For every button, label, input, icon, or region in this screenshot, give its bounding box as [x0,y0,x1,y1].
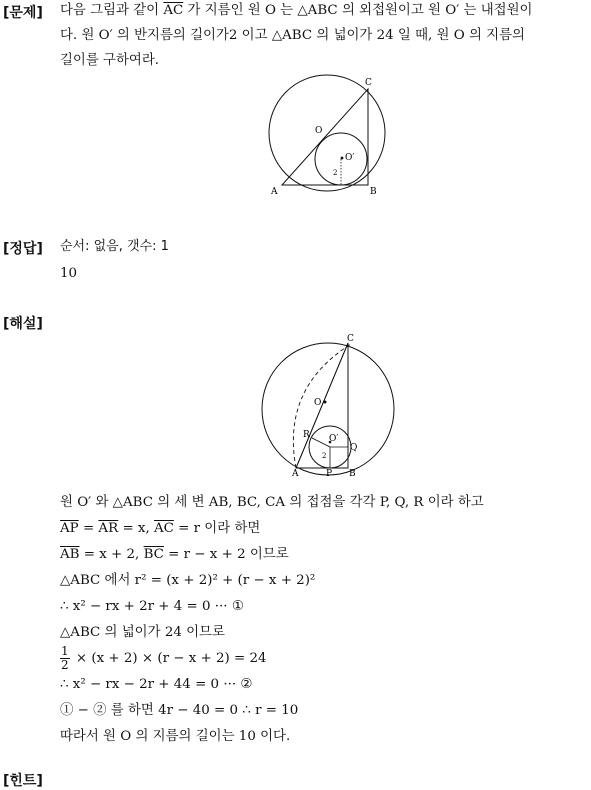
sol-label-c: C [347,334,354,344]
hint-tag: [힌트] [3,773,43,789]
sol-label-radius: 2 [322,452,327,460]
center-o2-dot [341,157,344,160]
sol-label-q: Q [350,443,358,453]
sol-label-a: A [292,469,299,476]
solution-line-1: 원 O′ 와 △ABC 의 세 변 AB, BC, CA 의 접점을 각각 P, Q, R 이라 하고 [60,495,484,510]
solution-line-10: 따라서 원 O 의 지름의 길이는 10 이다. [60,729,291,744]
problem-line-3: 길이를 구하여라. [60,53,160,68]
sol-label-r: R [303,430,310,440]
sol-circumcircle-o [262,343,394,475]
answer-value: 10 [60,266,78,281]
label-b: B [370,187,377,197]
sol-label-p: P [326,469,333,476]
problem-figure [255,72,405,204]
answer-order: 순서: 없음, 갯수: 1 [60,239,169,254]
solution-tag: [해설] [3,316,43,332]
problem-line-1: 다음 그림과 같이 $\overline{AC}$ 가 지름인 원 O 는 △ABC 의 외접원이고 원 O′ 는 내접원이 [60,3,533,18]
sol-diameter [296,343,348,468]
problem-tag: [문제] [3,5,43,21]
label-c: C [365,78,372,88]
sol-center-o-dot [324,401,327,404]
sol-label-b: B [349,469,356,476]
solution-line-8: ∴ x² − rx − 2r + 44 = 0 ··· ② [60,677,253,692]
solution-line-6: △ABC 의 넓이가 24 이므로 [60,625,225,640]
solution-line-2: $\overline{AP} = \overline{AR} = x$, $\overline{AC} = r$ 이라 하면 [60,521,261,536]
solution-line-9: ① − ② 를 하면 4r − 40 = 0 ∴ r = 10 [60,703,299,718]
solution-line-4: △ABC 에서 r² = (x + 2)² + (r − x + 2)² [60,573,316,588]
label-o2: O′ [345,153,355,163]
label-a: A [271,187,278,197]
solution-line-5: ∴ x² − rx + 2r + 4 = 0 ··· ① [60,599,244,614]
problem-line-2: 다. 원 O′ 의 반지름의 길이가2 이고 △ABC 의 넓이가 24 일 때, 원 O 의 지름의 [60,28,525,43]
sol-label-o2: O′ [329,434,339,444]
sol-label-o: O [314,398,322,408]
label-radius: 2 [333,169,338,177]
solution-figure [256,328,406,476]
label-o: O [315,126,323,136]
answer-tag: [정답] [3,241,43,257]
solution-line-7: $\frac{1}{2}$ × (x + 2) × (r − x + 2) = 24 [61,644,267,672]
solution-line-3: $\overline{AB} = x + 2$, $\overline{BC} = r - x + 2$ 이므로 [60,547,289,562]
fraction-half: $\frac{1}{2}$ [61,644,69,672]
